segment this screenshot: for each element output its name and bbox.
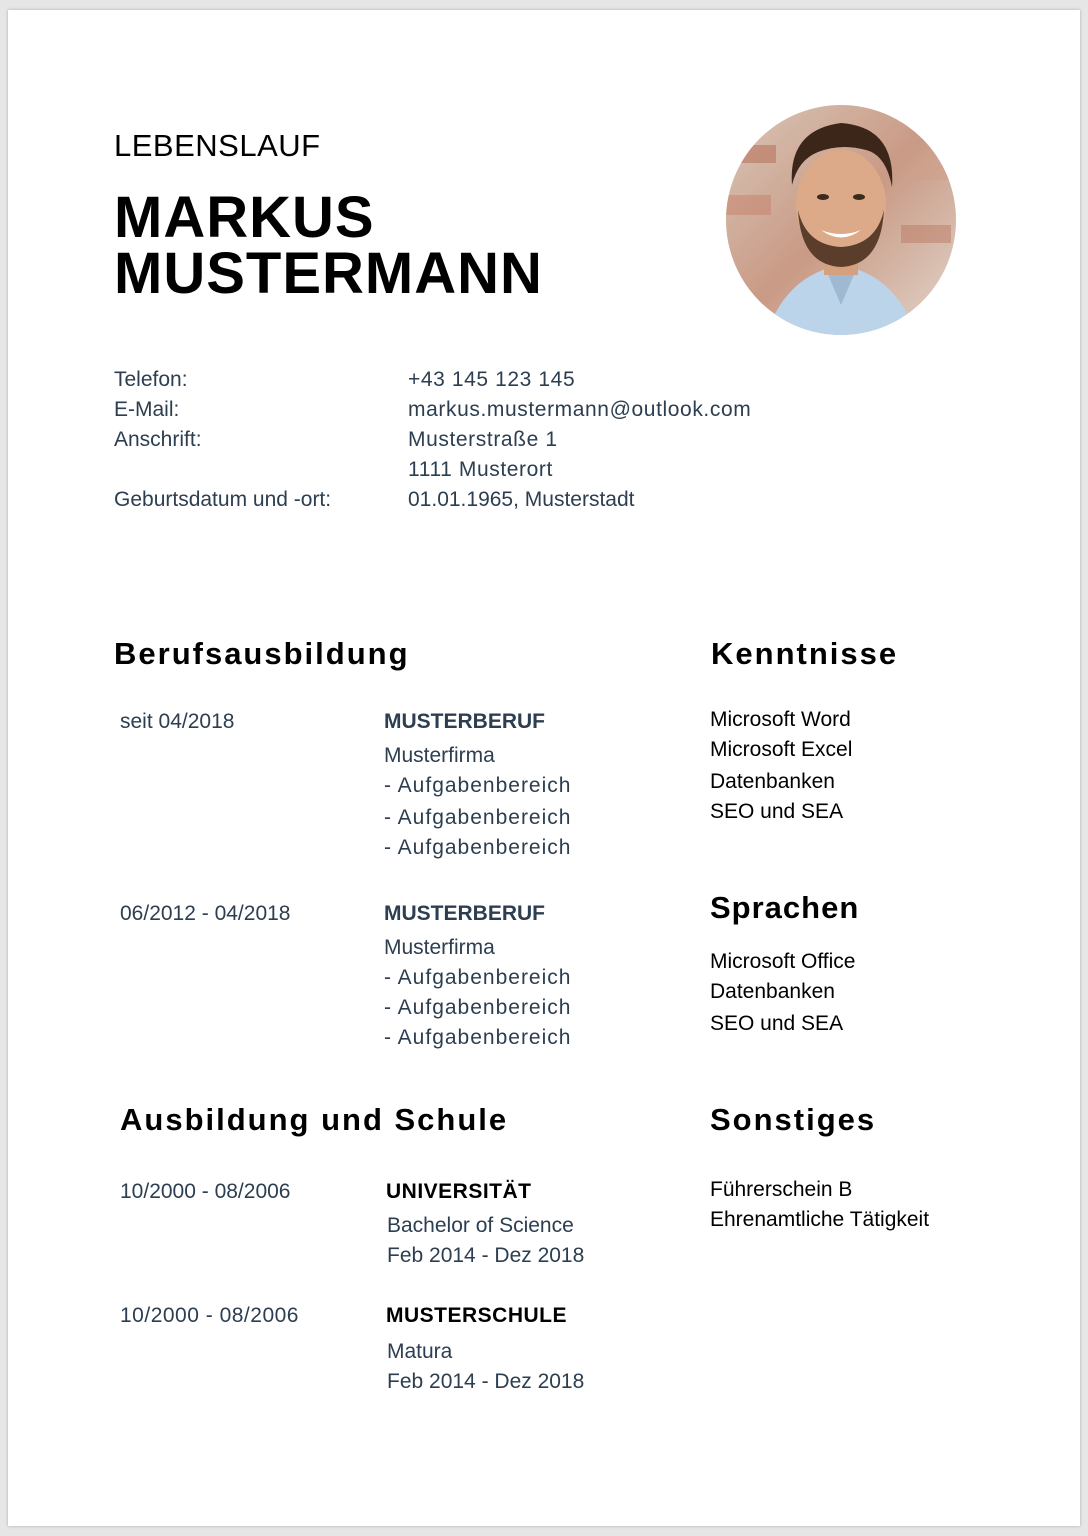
skill-item: Datenbanken (710, 770, 835, 793)
birth-label: Geburtsdatum und -ort: (114, 488, 332, 511)
section-heading-berufsausbildung: Berufsausbildung (114, 636, 410, 671)
birth-value: 01.01.1965, Musterstadt (408, 488, 635, 511)
email-label: E-Mail: (114, 398, 180, 421)
last-name: MUSTERMANN (114, 241, 543, 306)
person-name (114, 185, 543, 306)
skill-item: Microsoft Excel (710, 738, 853, 761)
education-date: 10/2000 - 08/2006 (120, 1304, 299, 1327)
education-degree: Bachelor of Science (387, 1214, 574, 1237)
address-line2: 1111 Musterort (408, 458, 553, 481)
job-task: - Aufgabenbereich (384, 836, 572, 859)
job-date: seit 04/2018 (120, 710, 235, 733)
cv-page (8, 10, 1080, 1526)
first-name: MARKUS (114, 185, 375, 250)
language-item: SEO und SEA (710, 1012, 844, 1035)
education-title: UNIVERSITÄT (386, 1180, 532, 1203)
job-date: 06/2012 - 04/2018 (120, 902, 291, 925)
phone-label: Telefon: (114, 368, 188, 391)
job-task: - Aufgabenbereich (384, 774, 572, 797)
education-date: 10/2000 - 08/2006 (120, 1180, 291, 1203)
education-period: Feb 2014 - Dez 2018 (387, 1244, 585, 1267)
job-task: - Aufgabenbereich (384, 966, 572, 989)
job-title: MUSTERBERUF (384, 902, 545, 925)
job-task: - Aufgabenbereich (384, 806, 572, 829)
job-company: Musterfirma (384, 936, 495, 959)
job-title: MUSTERBERUF (384, 710, 545, 733)
skill-item: Microsoft Word (710, 708, 851, 731)
email-value: markus.mustermann@outlook.com (408, 398, 752, 421)
job-company: Musterfirma (384, 744, 495, 767)
section-heading-sprachen: Sprachen (710, 890, 860, 925)
misc-item: Führerschein B (710, 1178, 853, 1201)
portrait-photo (726, 105, 956, 335)
education-period: Feb 2014 - Dez 2018 (387, 1370, 585, 1393)
section-heading-ausbildung: Ausbildung und Schule (120, 1102, 509, 1137)
phone-value: +43 145 123 145 (408, 368, 576, 391)
language-item: Microsoft Office (710, 950, 856, 973)
job-task: - Aufgabenbereich (384, 996, 572, 1019)
section-heading-kenntnisse: Kenntnisse (711, 636, 899, 671)
misc-item: Ehrenamtliche Tätigkeit (710, 1208, 930, 1231)
address-label: Anschrift: (114, 428, 202, 451)
document-title: LEBENSLAUF (114, 128, 321, 163)
address-line1: Musterstraße 1 (408, 428, 558, 451)
education-title: MUSTERSCHULE (386, 1304, 568, 1327)
job-task: - Aufgabenbereich (384, 1026, 572, 1049)
language-item: Datenbanken (710, 980, 835, 1003)
section-heading-sonstiges: Sonstiges (710, 1102, 877, 1137)
education-degree: Matura (387, 1340, 453, 1363)
skill-item: SEO und SEA (710, 800, 844, 823)
